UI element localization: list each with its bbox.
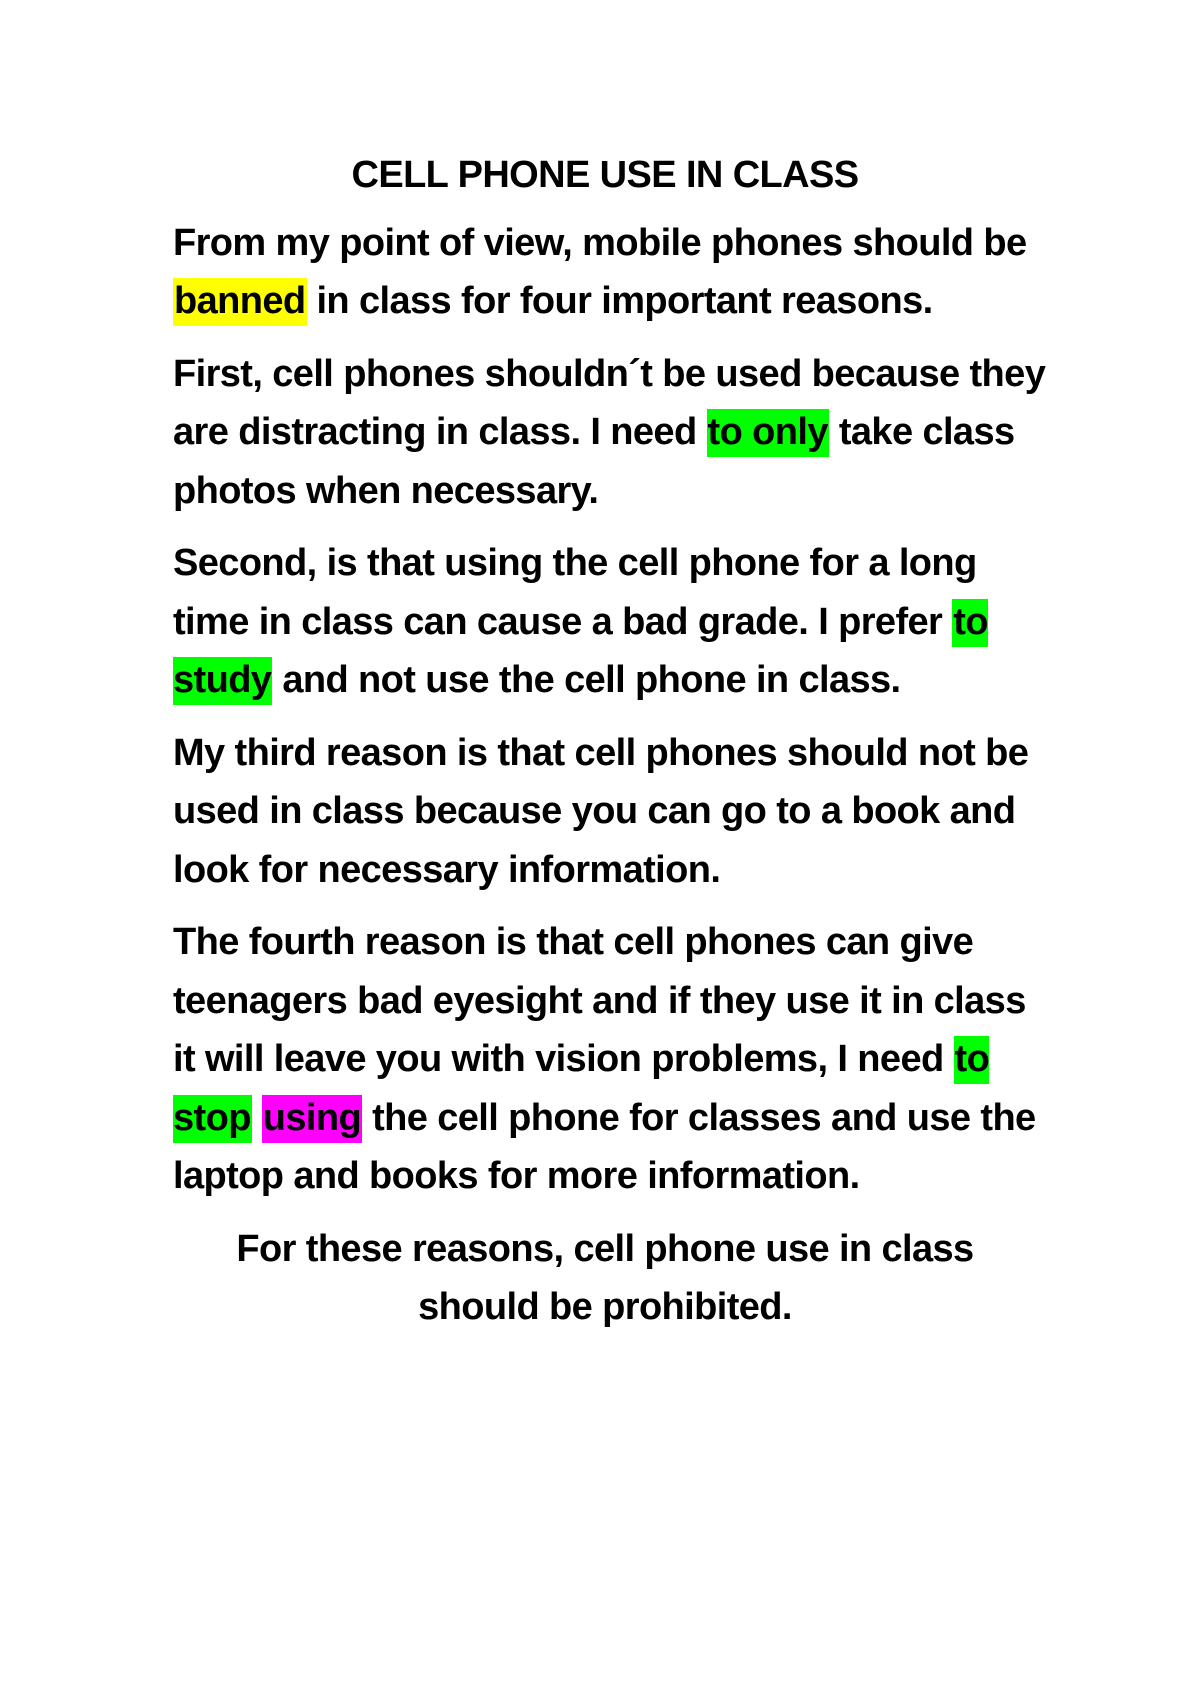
paragraph-intro <box>173 214 1053 331</box>
highlight-green: to stop <box>173 1036 989 1143</box>
paragraph-third-reason <box>173 724 1053 900</box>
text-run: My third reason is that cell phones should not be used in class because you can go to a book and look for necessary information. <box>173 731 1029 891</box>
text-run: The fourth reason is that cell phones can give teenagers bad eyesight and if they use it in class it will leave you with vision problems, I need <box>173 921 1026 1080</box>
document-title: CELL PHONE USE IN CLASS <box>351 154 859 196</box>
text-run: take class photos when necessary. <box>173 411 1015 512</box>
text-run: the cell phone for classes and use the laptop and books for more information. <box>173 1096 1036 1197</box>
text-run: From my point of view, mobile phones should be <box>173 221 1027 264</box>
paragraph-second-reason <box>173 534 1053 710</box>
paragraph-conclusion: For these reasons, cell phone use in class should be prohibited. <box>236 1227 974 1328</box>
highlight-magenta: using <box>262 1095 362 1143</box>
text-run: First, cell phones shouldn´t be used because they are distracting in class. I need <box>173 352 1046 453</box>
text-run <box>252 1097 262 1139</box>
paragraph-first-reason <box>173 345 1053 521</box>
highlight-green: to study <box>173 599 988 706</box>
highlight-green: to only <box>707 409 829 457</box>
text-run: and not use the cell phone in class. <box>272 659 901 701</box>
text-run: in class for four important reasons. <box>306 280 933 322</box>
highlight-yellow: banned <box>173 278 307 326</box>
text-run: Second, is that using the cell phone for a long time in class can cause a bad grade. I prefer <box>173 542 977 643</box>
paragraph-fourth-reason <box>173 913 1053 1206</box>
document-body <box>173 146 1053 1337</box>
